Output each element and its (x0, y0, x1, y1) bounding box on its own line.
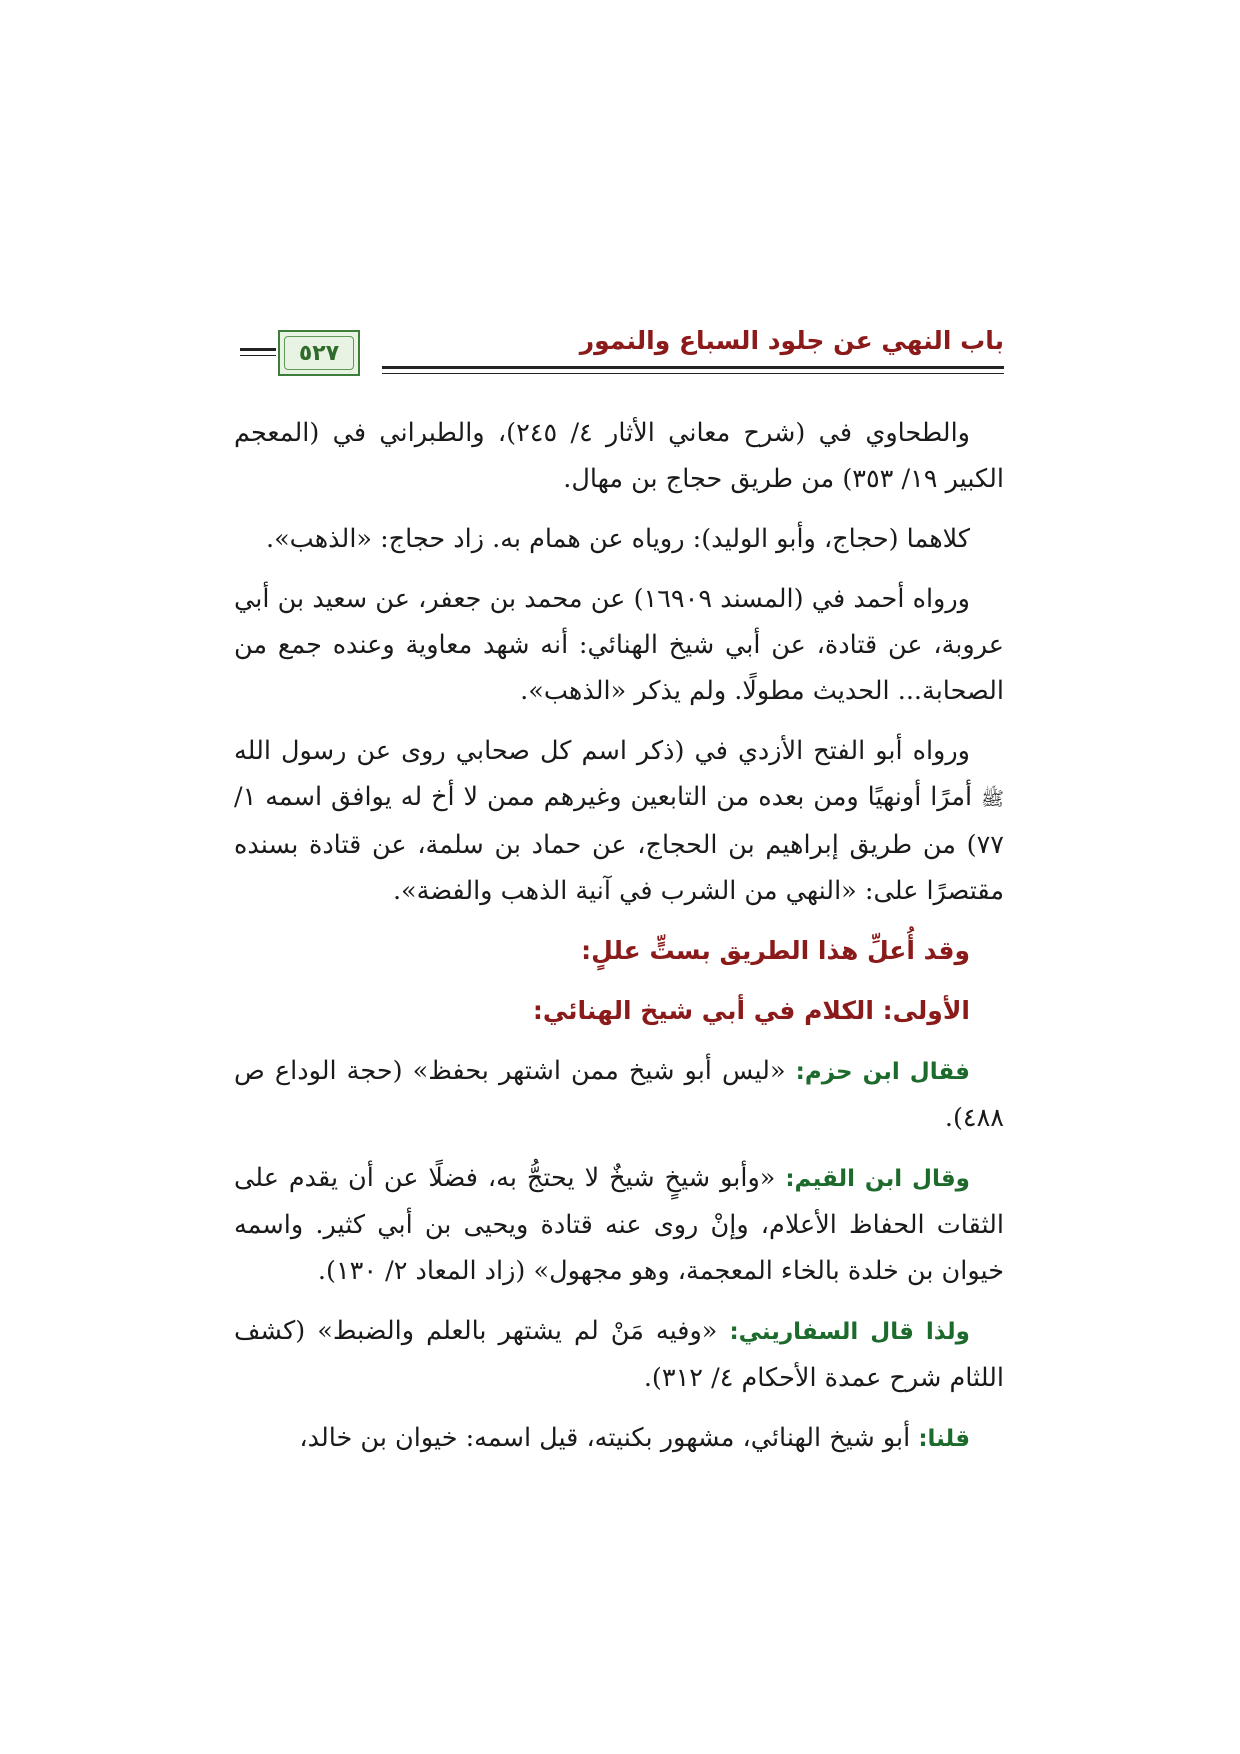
quote-qulna-lead: قلنا: (918, 1426, 970, 1452)
paragraph-2 (234, 516, 1004, 562)
page-number-badge (278, 330, 360, 376)
header-rule-right-top (382, 366, 1004, 369)
page-body (234, 410, 1004, 1476)
paragraph-4-text-before: ورواه أبو الفتح الأزدي في (ذكر اسم كل صحابي روى عن رسول الله (234, 736, 970, 766)
header-rule-left-bottom (240, 355, 276, 356)
paragraph-3-text: ورواه أحمد في (المسند ١٦٩٠٩) عن محمد بن جعفر، عن سعيد بن أبي عروبة، عن قتادة، عن أبي شيخ الهنائي: أنه شهد معاوية وعنده جمع من الصحابة... الحديث مطولًا. ولم يذكر «الذهب». (234, 584, 1004, 706)
quote-ibn-qayyim (234, 1155, 1004, 1294)
paragraph-1-text: والطحاوي في (شرح معاني الأثار ٤/ ٢٤٥)، والطبراني في (المعجم الكبير ١٩/ ٣٥٣) من طريق حجاج بن مهال. (234, 418, 1004, 494)
paragraph-2-text: كلاهما (حجاج، وأبو الوليد): روياه عن همام به. زاد حجاج: «الذهب». (265, 524, 970, 554)
quote-qulna (234, 1415, 1004, 1462)
salawat-symbol: ﷺ (981, 788, 1004, 810)
page-number: ٥٢٧ (298, 340, 340, 366)
subsection-heading: الأولى: الكلام في أبي شيخ الهنائي: (532, 996, 970, 1025)
header-rule-right-bottom (382, 373, 1004, 374)
paragraph-3 (234, 576, 1004, 714)
page-header (240, 318, 1004, 388)
header-rule-left-top (240, 348, 276, 351)
paragraph-4-text-after: أمرًا أونهيًا ومن بعده من التابعين وغيرهم ممن لا أخ له يوافق اسمه ١/ ٧٧) من طريق إبراهيم بن الحجاج، عن حماد بن سلمة، عن قتادة بسنده مقتصرًا على: «النهي من الشرب في آنية الذهب والفضة». (234, 782, 1004, 906)
quote-ibn-hazm-lead: فقال ابن حزم: (795, 1059, 970, 1085)
section-heading: وقد أُعلِّ هذا الطريق بستٍّ عللٍ: (581, 936, 970, 965)
paragraph-1 (234, 410, 1004, 502)
running-title: باب النهي عن جلود السباع والنمور (579, 326, 1004, 355)
quote-qulna-text: أبو شيخ الهنائي، مشهور بكنيته، قيل اسمه: خيوان بن خالد، (299, 1423, 919, 1453)
quote-saffarini (234, 1308, 1004, 1401)
quote-ibn-qayyim-text: «وأبو شيخٍ شيخٌ لا يحتجُّ به، فضلًا عن أن يقدم على الثقات الحفاظ الأعلام، وإنْ روى عنه قتادة ويحيى بن أبي كثير. واسمه خيوان بن خلدة بالخاء المعجمة، وهو مجهول» (زاد المعاد ٢/ ١٣٠). (234, 1163, 1004, 1286)
quote-ibn-hazm (234, 1048, 1004, 1141)
quote-saffarini-text: «وفيه مَنْ لم يشتهر بالعلم والضبط» (كشف اللثام شرح عمدة الأحكام ٤/ ٣١٢). (234, 1316, 1004, 1393)
quote-saffarini-lead: ولذا قال السفاريني: (729, 1319, 970, 1345)
paragraph-4 (234, 728, 1004, 914)
quote-ibn-hazm-text: «ليس أبو شيخ ممن اشتهر بحفظ» (حجة الوداع ص ٤٨٨). (234, 1056, 1004, 1133)
quote-ibn-qayyim-lead: وقال ابن القيم: (785, 1166, 970, 1192)
